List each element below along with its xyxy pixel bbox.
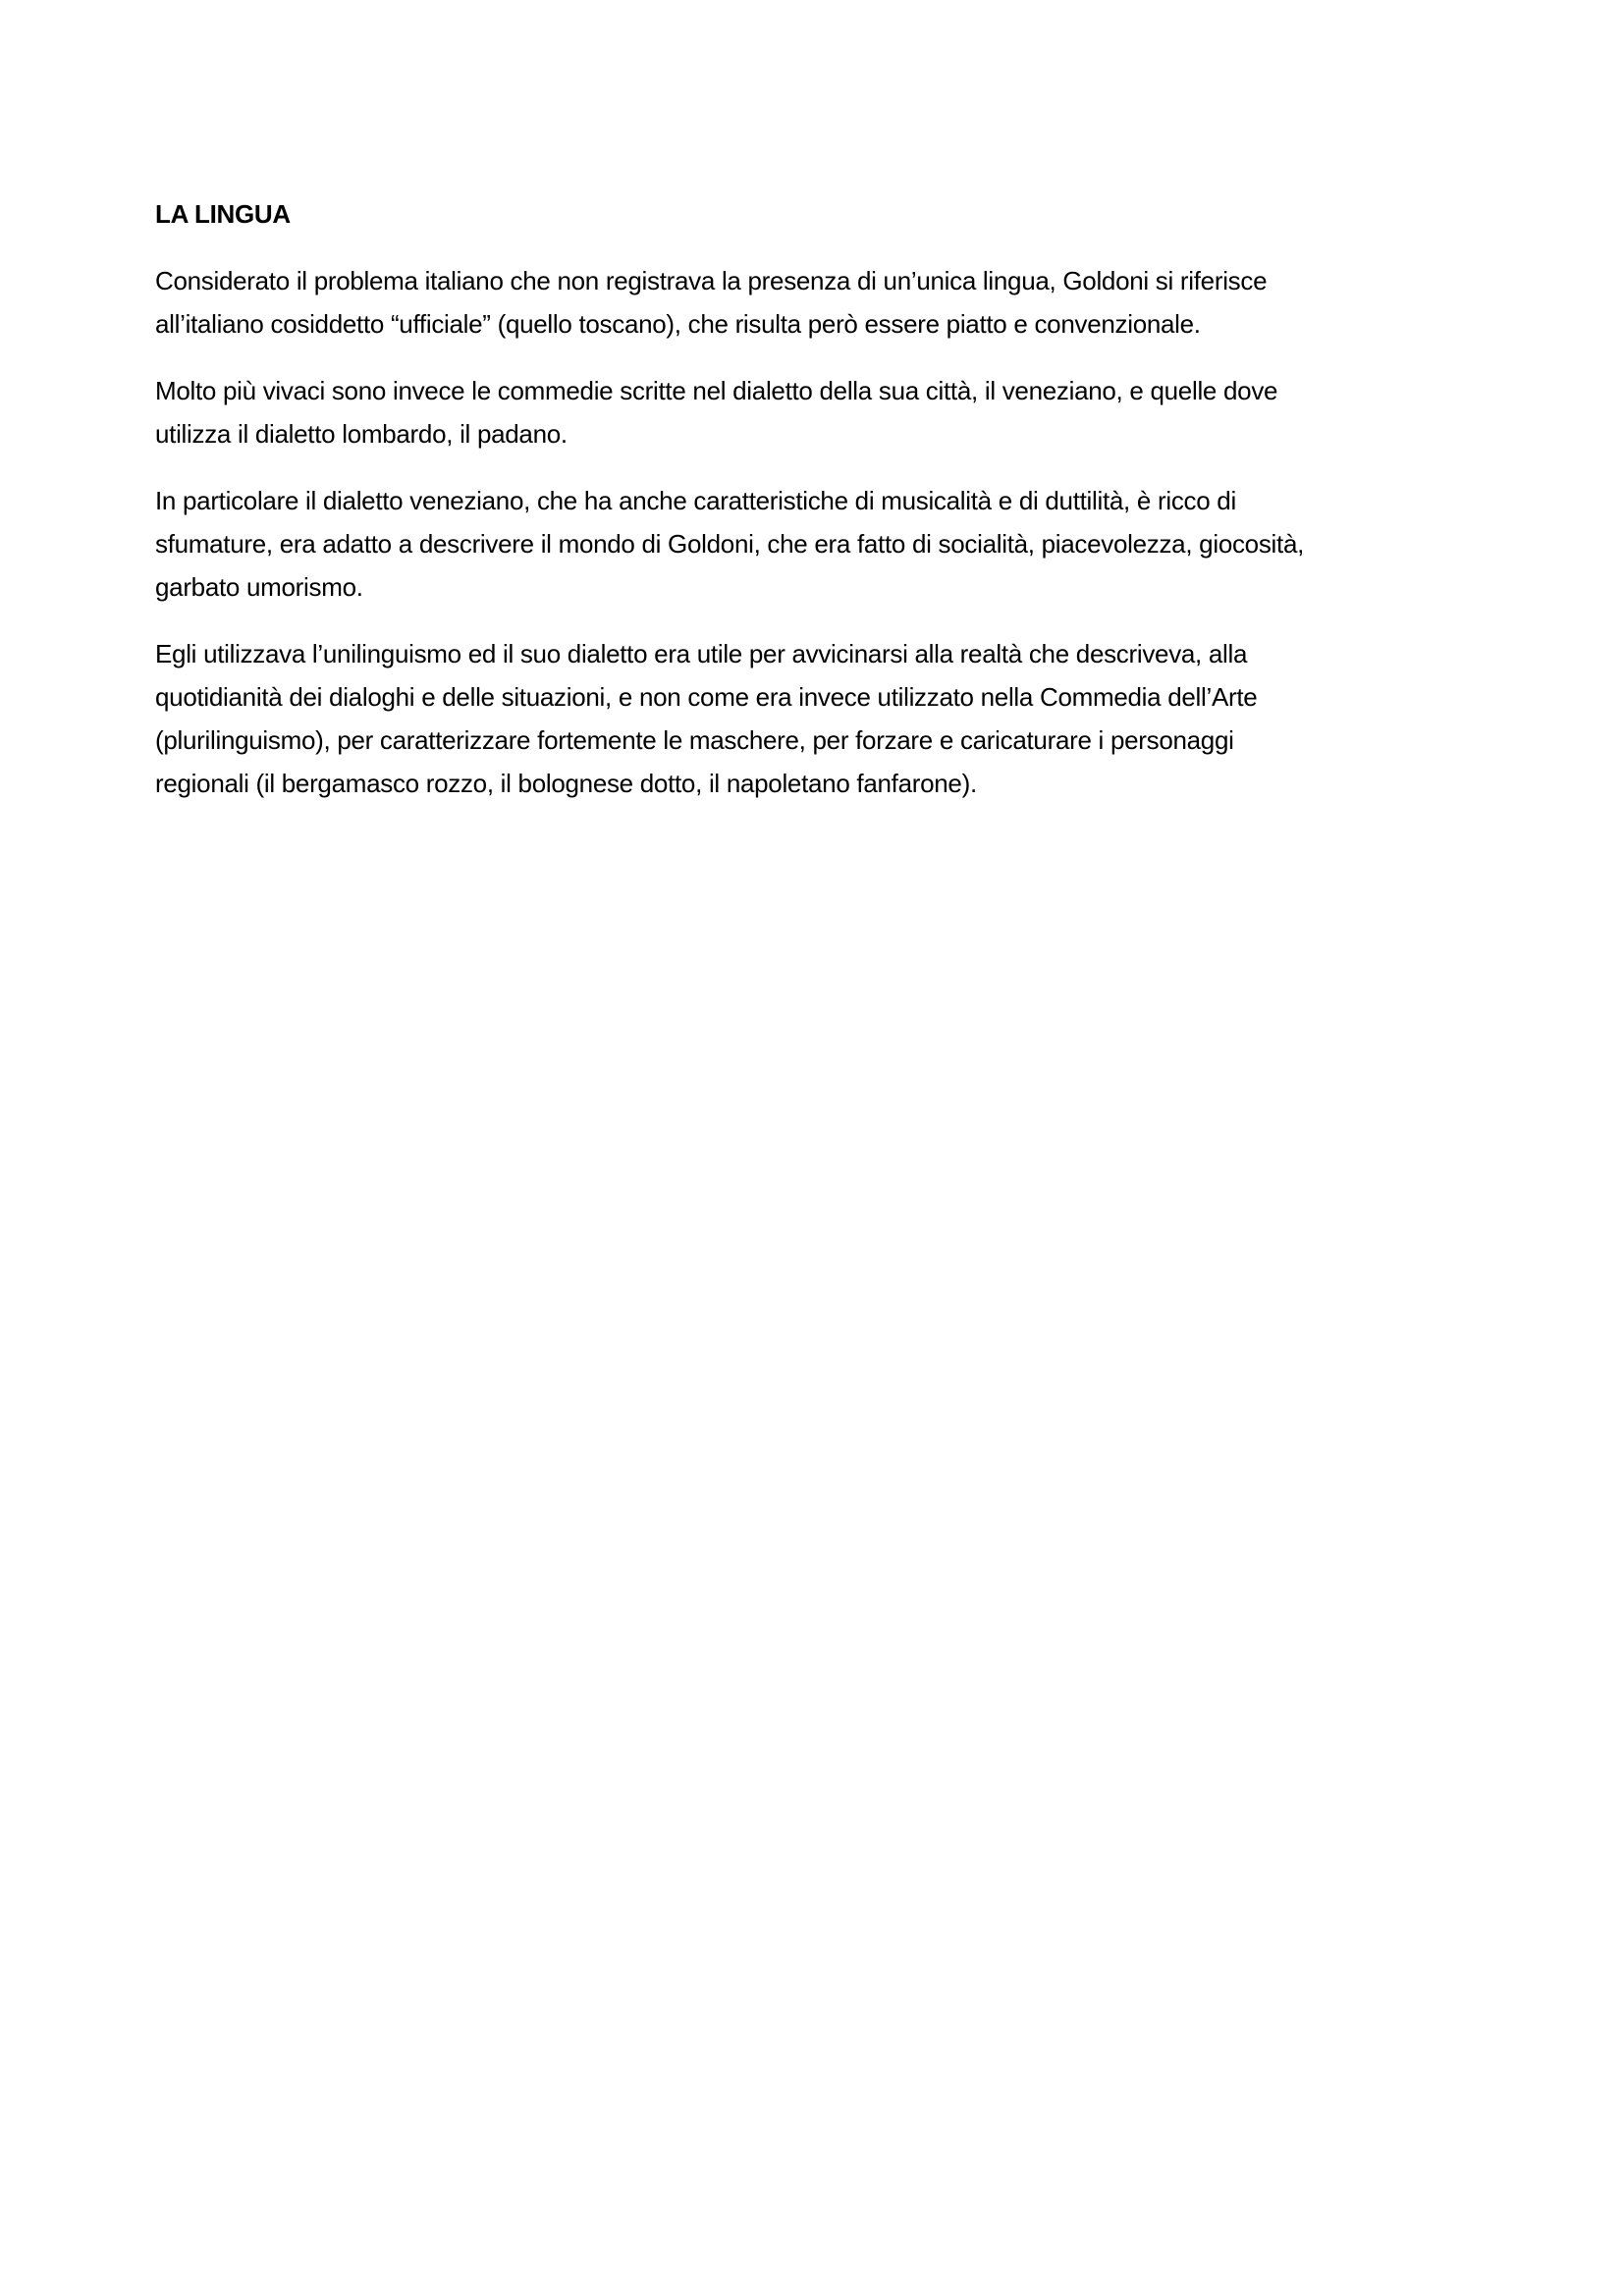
paragraph-2	[155, 369, 1471, 455]
paragraph-line: (plurilinguismo), per caratterizzare fortemente le maschere, per forzare e caricaturare i personaggi	[155, 725, 1234, 755]
paragraph-line: regionali (il bergamasco rozzo, il bolognese dotto, il napoletano fanfarone).	[155, 769, 977, 798]
document-body	[155, 192, 1471, 828]
paragraph-line: Molto più vivaci sono invece le commedie scritte nel dialetto della sua città, il veneziano, e quelle dove	[155, 376, 1278, 405]
paragraph-4	[155, 632, 1471, 805]
document-title: LA LINGUA	[155, 199, 291, 229]
paragraph-line: quotidianità dei dialoghi e delle situazioni, e non come era invece utilizzato nella Commedia dell’Arte	[155, 682, 1258, 712]
paragraph-line: all’italiano cosiddetto “ufficiale” (quello toscano), che risulta però essere piatto e convenzionale.	[155, 309, 1201, 339]
paragraph-line: sfumature, era adatto a descrivere il mondo di Goldoni, che era fatto di socialità, piacevolezza, giocosità,	[155, 529, 1305, 559]
paragraph-line: Considerato il problema italiano che non registrava la presenza di un’unica lingua, Goldoni si riferisce	[155, 266, 1268, 295]
paragraph-line: garbato umorismo.	[155, 572, 363, 602]
paragraph-line: In particolare il dialetto veneziano, che ha anche caratteristiche di musicalità e di duttilità, è ricco di	[155, 486, 1236, 515]
paragraph-line: utilizza il dialetto lombardo, il padano.	[155, 419, 568, 449]
paragraph-3	[155, 479, 1471, 609]
paragraph-line: Egli utilizzava l’unilinguismo ed il suo dialetto era utile per avvicinarsi alla realtà che descriveva, alla	[155, 639, 1248, 668]
paragraph-1	[155, 259, 1471, 346]
